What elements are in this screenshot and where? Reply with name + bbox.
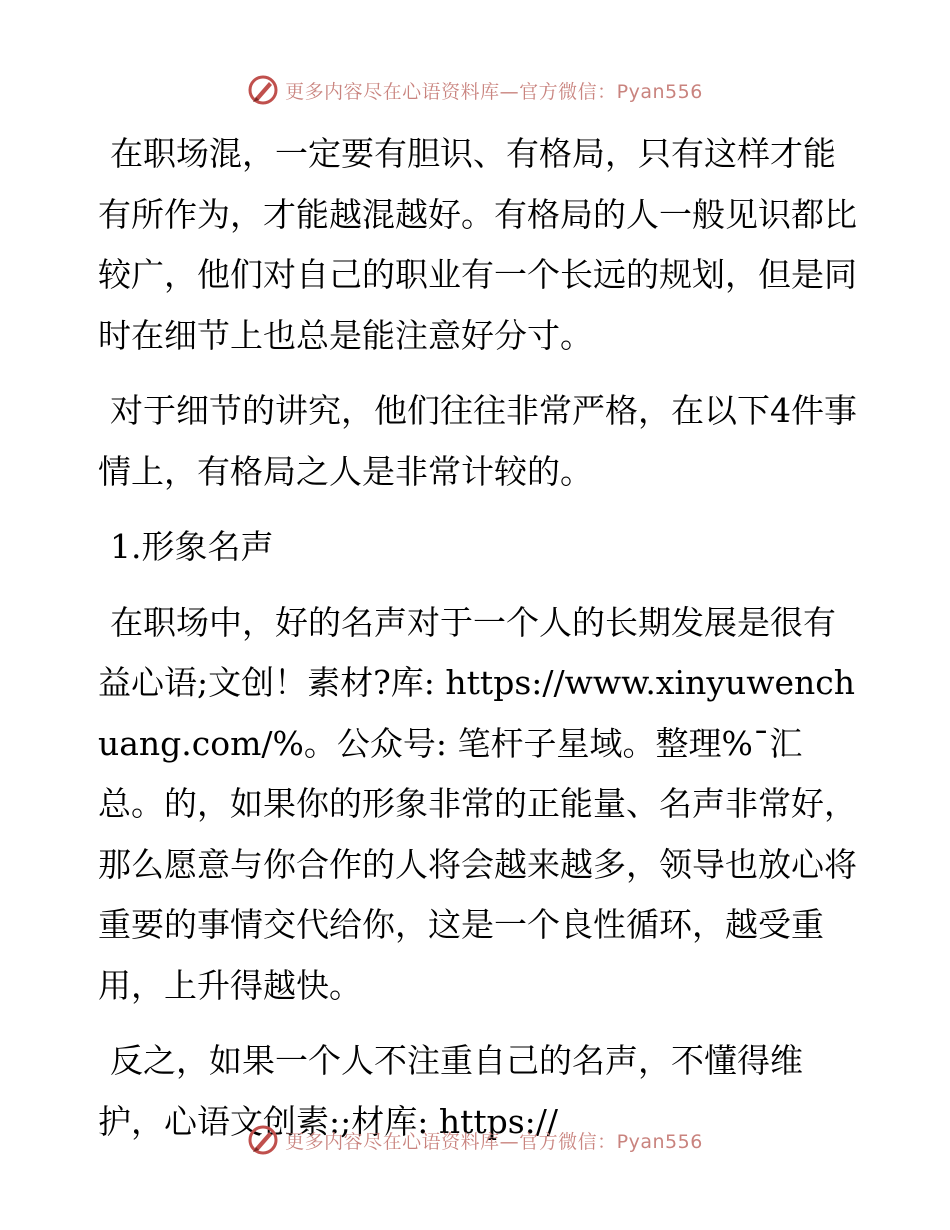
- header-watermark-banner: [0, 70, 950, 110]
- footer-watermark-banner: [0, 1120, 950, 1160]
- header-banner-text: 更多内容尽在心语资料库—官方微信：Pyan556: [285, 80, 703, 103]
- footer-banner-text: 更多内容尽在心语资料库—官方微信：Pyan556: [285, 1130, 703, 1153]
- paragraph-details: 对于细节的讲究，他们往往非常严格，在以下4件事情上，有格局之人是非常计较的。: [98, 391, 857, 491]
- document-body: [98, 124, 858, 1167]
- section-heading-reputation: 1.形象名声: [110, 527, 274, 566]
- paragraph-conversely: 反之，如果一个人不注重自己的名声，不懂得维护，心语文创素:;材库: https://: [98, 1041, 803, 1141]
- paragraph-intro: 在职场混，一定要有胆识、有格局，只有这样才能有所作为，才能越混越好。有格局的人一般见识都比较广，他们对自己的职业有一个长远的规划，但是同时在细节上也总是能注意好分寸。: [98, 134, 857, 355]
- quill-logo-icon: [247, 1124, 279, 1156]
- paragraph-reputation: 在职场中，好的名声对于一个人的长期发展是很有益心语;文创！素材?库: https://www.xinyuwenchuang.com/%。公众号: 笔杆子星域。整理%¯汇总。的，如果你的形象非常的正能量、名声非常好，那么愿意与你合作的人将会越来越多，领导也放心将重要的事情交代给你，这是一个良性循环，越受重用，上升得越快。: [98, 602, 857, 1005]
- quill-logo-icon: [247, 74, 279, 106]
